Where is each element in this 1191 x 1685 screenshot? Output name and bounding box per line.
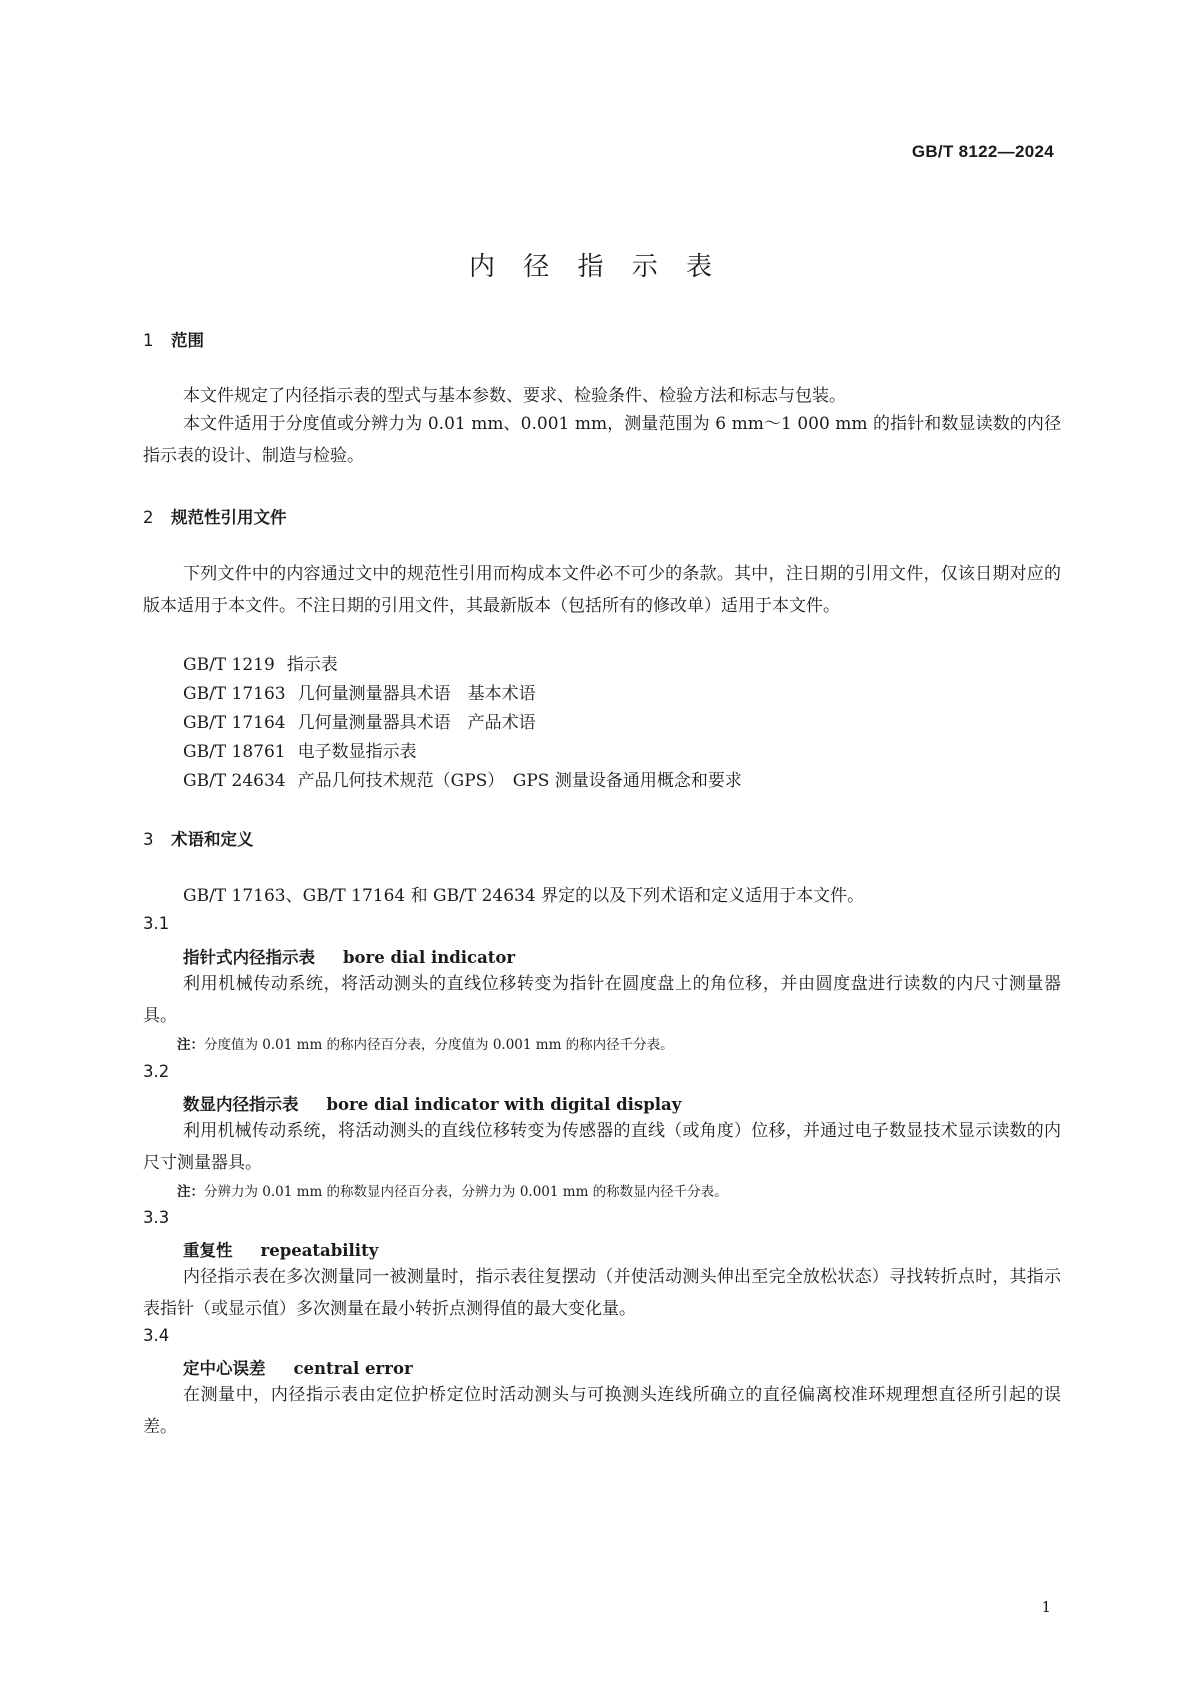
section-1-heading <box>143 327 204 351</box>
reference-code: GB/T 17164 <box>183 713 286 733</box>
term-zh: 指针式内径指示表 <box>183 948 315 967</box>
clause-number: 3.4 <box>143 1326 170 1345</box>
section-2-heading <box>143 504 287 528</box>
section-title: 范围 <box>171 331 204 350</box>
section-3-intro: GB/T 17163、GB/T 17164 和 GB/T 24634 界定的以及下列术语和定义适用于本文件。 <box>183 886 865 906</box>
page-number: 1 <box>1041 1598 1051 1616</box>
note-text: 分度值为 0.01 mm 的称内径百分表，分度值为 0.001 mm 的称内径千分表。 <box>204 1037 674 1053</box>
reference-title: 几何量测量器具术语 基本术语 <box>297 684 536 704</box>
reference-code: GB/T 18761 <box>183 742 286 762</box>
section-number: 2 <box>143 508 154 527</box>
term-zh: 重复性 <box>183 1241 233 1260</box>
term-zh: 定中心误差 <box>183 1359 266 1378</box>
reference-code: GB/T 17163 <box>183 684 286 704</box>
reference-code: GB/T 1219 <box>183 655 275 675</box>
clause-number: 3.2 <box>143 1062 170 1081</box>
term-note <box>177 1033 674 1053</box>
standard-number: GB/T 8122—2024 <box>911 142 1054 161</box>
section-number: 1 <box>143 331 154 350</box>
reference-item <box>183 650 338 675</box>
term-definition: 利用机械传动系统，将活动测头的直线位移转变为指针在圆度盘上的角位移，并由圆度盘进行读数的内尺寸测量器具。 <box>143 974 1061 1026</box>
reference-code: GB/T 24634 <box>183 771 286 791</box>
section-number: 3 <box>143 830 154 849</box>
reference-item <box>183 679 536 704</box>
term-entry <box>183 1091 681 1115</box>
section-title: 术语和定义 <box>171 830 254 849</box>
section-1-paragraph-1: 本文件规定了内径指示表的型式与基本参数、要求、检验条件、检验方法和标志与包装。 <box>183 386 846 406</box>
reference-title: 产品几何技术规范（GPS） GPS 测量设备通用概念和要求 <box>297 771 742 791</box>
section-title: 规范性引用文件 <box>171 508 287 527</box>
term-entry <box>183 944 515 968</box>
term-en: repeatability <box>260 1241 379 1260</box>
term-entry <box>183 1355 413 1379</box>
document-title: 内 径 指 示 表 <box>468 252 723 282</box>
term-en: central error <box>293 1359 413 1378</box>
term-en: bore dial indicator <box>343 948 516 967</box>
term-en: bore dial indicator with digital display <box>326 1095 682 1114</box>
note-label: 注： <box>177 1184 204 1200</box>
note-label: 注： <box>177 1037 204 1053</box>
reference-item <box>183 737 417 762</box>
reference-title: 指示表 <box>286 655 338 675</box>
section-3-heading <box>143 826 254 850</box>
term-note <box>177 1180 728 1200</box>
reference-item <box>183 708 536 733</box>
clause-number: 3.1 <box>143 914 170 933</box>
term-entry <box>183 1237 378 1261</box>
term-definition: 在测量中，内径指示表由定位护桥定位时活动测头与可换测头连线所确立的直径偏离校准环规理想直径所引起的误差。 <box>143 1385 1061 1437</box>
reference-item <box>183 766 742 791</box>
reference-title: 电子数显指示表 <box>297 742 417 762</box>
note-text: 分辨力为 0.01 mm 的称数显内径百分表，分辨力为 0.001 mm 的称数显内径千分表。 <box>204 1184 728 1200</box>
term-definition: 内径指示表在多次测量同一被测量时，指示表往复摆动（并使活动测头伸出至完全放松状态）寻找转折点时，其指示表指针（或显示值）多次测量在最小转折点测得值的最大变化量。 <box>143 1267 1061 1319</box>
clause-number: 3.3 <box>143 1208 170 1227</box>
section-2-intro: 下列文件中的内容通过文中的规范性引用而构成本文件必不可少的条款。其中，注日期的引用文件，仅该日期对应的版本适用于本文件。不注日期的引用文件，其最新版本（包括所有的修改单）适用于本文件。 <box>143 564 1061 616</box>
term-zh: 数显内径指示表 <box>183 1095 299 1114</box>
section-1-paragraph-2: 本文件适用于分度值或分辨力为 0.01 mm、0.001 mm，测量范围为 6 mm～1 000 mm 的指针和数显读数的内径指示表的设计、制造与检验。 <box>143 414 1061 466</box>
reference-title: 几何量测量器具术语 产品术语 <box>297 713 536 733</box>
term-definition: 利用机械传动系统，将活动测头的直线位移转变为传感器的直线（或角度）位移，并通过电子数显技术显示读数的内尺寸测量器具。 <box>143 1121 1061 1173</box>
